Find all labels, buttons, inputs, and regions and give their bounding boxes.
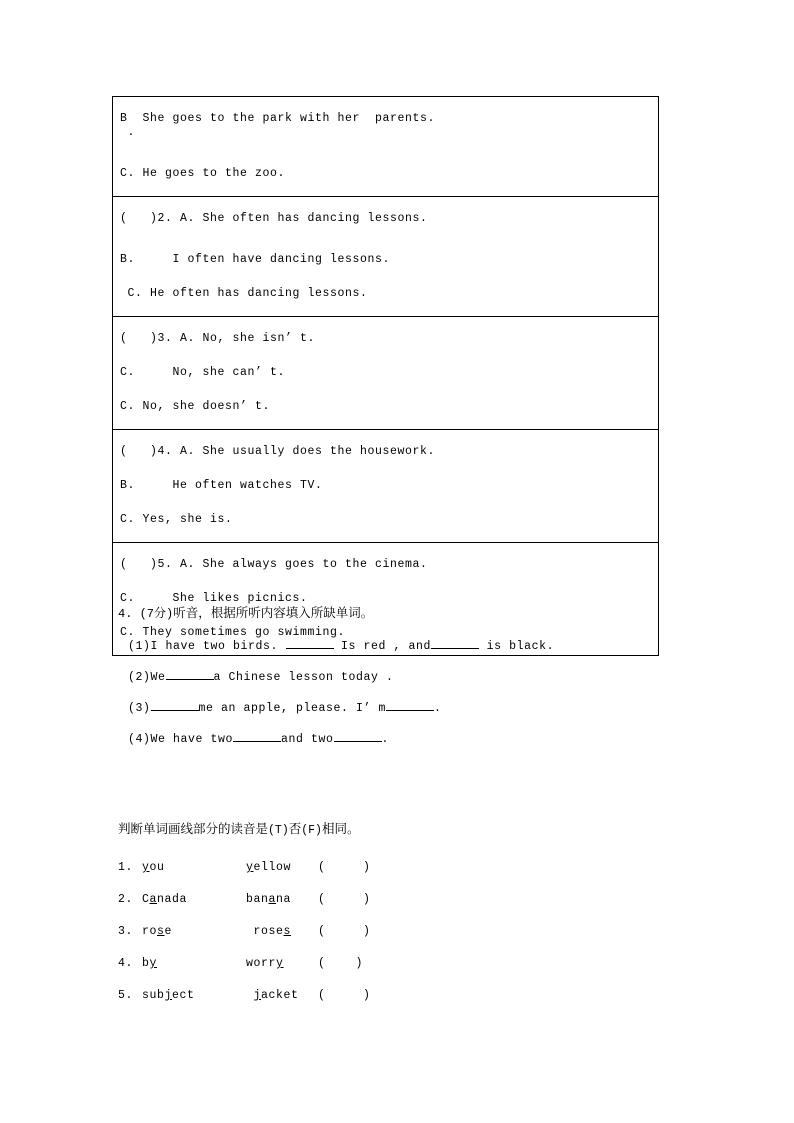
section-4-heading bbox=[118, 604, 678, 623]
answer-blank[interactable] bbox=[233, 741, 281, 742]
underlined-letters: y bbox=[276, 957, 284, 970]
word-one bbox=[142, 989, 246, 1003]
item-label: (3) bbox=[128, 702, 151, 715]
underlined-letters: y bbox=[246, 861, 254, 874]
word-prefix: ro bbox=[142, 925, 158, 938]
word-prefix: b bbox=[142, 957, 150, 970]
table-row bbox=[113, 97, 658, 197]
true-marker: (T) bbox=[268, 824, 289, 837]
pronunciation-section bbox=[118, 820, 678, 1003]
answer-blank[interactable] bbox=[386, 710, 434, 711]
pronunciation-row bbox=[118, 989, 678, 1003]
option-line: ( )2. A. She often has dancing lessons. bbox=[120, 212, 428, 225]
answer-blank[interactable] bbox=[286, 648, 334, 649]
word-two bbox=[246, 925, 318, 939]
section-4 bbox=[118, 604, 678, 747]
table-row bbox=[113, 317, 658, 430]
word-suffix: na bbox=[276, 893, 292, 906]
section-4-instruction: 听音，根据所听内容填入所缺单词。 bbox=[173, 605, 374, 620]
option-line: B. I often have dancing lessons. bbox=[120, 253, 391, 266]
word-prefix: C bbox=[142, 893, 150, 906]
item-text: I have two birds. bbox=[150, 640, 286, 653]
item-text: Is red , and bbox=[333, 640, 432, 653]
option-line: ( )3. A. No, she isn’ t. bbox=[120, 332, 316, 345]
table-row bbox=[113, 430, 658, 543]
option-line: C. No, she can’ t. bbox=[120, 366, 286, 379]
word-two bbox=[246, 893, 318, 907]
word-suffix: ect bbox=[172, 989, 195, 1002]
word-suffix: ou bbox=[149, 861, 165, 874]
row-number: 1. bbox=[118, 861, 134, 874]
row-number: 3. bbox=[118, 925, 134, 938]
underlined-letters: y bbox=[149, 957, 158, 970]
answer-blank[interactable] bbox=[166, 679, 214, 680]
option-line: C. He goes to the zoo. bbox=[120, 167, 286, 180]
option-line: ( )4. A. She usually does the housework. bbox=[120, 445, 436, 458]
underlined-letters: a bbox=[149, 893, 158, 906]
pronunciation-row bbox=[118, 893, 678, 907]
fill-item-2 bbox=[128, 671, 678, 685]
false-marker: (F) bbox=[301, 824, 322, 837]
underlined-letters: a bbox=[268, 893, 277, 906]
row-number: 2. bbox=[118, 893, 134, 906]
pronunciation-heading bbox=[118, 820, 678, 840]
pronunciation-row bbox=[118, 861, 678, 875]
item-text: me an apple, please. I’ m bbox=[198, 702, 387, 715]
item-text: and two bbox=[281, 733, 334, 746]
word-prefix: worr bbox=[246, 957, 277, 970]
section-4-number: 4. bbox=[118, 607, 133, 621]
word-two bbox=[246, 861, 318, 875]
word-suffix: e bbox=[164, 925, 173, 938]
word-two bbox=[246, 957, 318, 971]
option-line: C. No, she doesn’ t. bbox=[120, 400, 271, 413]
option-line: C. They sometimes go swimming. bbox=[120, 626, 346, 639]
answer-parenthesis[interactable]: ( ) bbox=[318, 893, 371, 906]
answer-parenthesis[interactable]: ( ) bbox=[318, 989, 371, 1002]
word-one bbox=[142, 893, 246, 907]
item-text: We have two bbox=[150, 733, 234, 746]
item-text: We bbox=[150, 671, 166, 684]
option-line: ( )5. A. She always goes to the cinema. bbox=[120, 558, 428, 571]
option-line: C. She likes picnics. bbox=[120, 592, 308, 605]
item-label: (2) bbox=[128, 671, 151, 684]
word-one bbox=[142, 925, 246, 939]
option-line: C. Yes, she is. bbox=[120, 513, 233, 526]
answer-parenthesis[interactable]: ( ) bbox=[318, 861, 371, 874]
row-number: 5. bbox=[118, 989, 134, 1002]
underlined-letters: s bbox=[283, 925, 292, 938]
underlined-letters: y bbox=[142, 861, 150, 874]
answer-parenthesis[interactable]: ( ) bbox=[318, 957, 364, 970]
option-line: B She goes to the park with her parents. bbox=[120, 112, 436, 125]
option-line: B. He often watches TV. bbox=[120, 479, 323, 492]
pronunciation-row bbox=[118, 957, 678, 971]
item-text: . bbox=[381, 733, 390, 746]
word-one bbox=[142, 957, 246, 971]
word-prefix bbox=[246, 989, 254, 1002]
option-line: . bbox=[120, 126, 136, 139]
pronunciation-row bbox=[118, 925, 678, 939]
underlined-letters: s bbox=[157, 925, 165, 938]
section-4-score: (7分) bbox=[139, 607, 174, 621]
word-suffix: nada bbox=[157, 893, 188, 906]
answer-blank[interactable] bbox=[431, 648, 479, 649]
underlined-letters: j bbox=[253, 989, 262, 1002]
heading-part: 否 bbox=[288, 821, 302, 836]
underlined-letters: j bbox=[164, 989, 173, 1002]
heading-part: 相同。 bbox=[321, 821, 360, 836]
fill-item-3 bbox=[128, 702, 678, 716]
fill-item-1 bbox=[128, 640, 678, 654]
word-one bbox=[142, 861, 246, 875]
item-text: . bbox=[434, 702, 442, 715]
answer-blank[interactable] bbox=[151, 710, 199, 711]
table-row bbox=[113, 197, 658, 317]
word-suffix: acket bbox=[261, 989, 299, 1002]
answer-parenthesis[interactable]: ( ) bbox=[318, 925, 371, 938]
word-suffix: ellow bbox=[253, 861, 292, 874]
listening-choice-table bbox=[112, 96, 659, 656]
fill-item-4 bbox=[128, 733, 678, 747]
row-number: 4. bbox=[118, 957, 134, 970]
item-text: is black. bbox=[479, 640, 555, 653]
word-prefix: ban bbox=[246, 893, 269, 906]
word-two bbox=[246, 989, 318, 1003]
word-prefix: sub bbox=[142, 989, 165, 1002]
heading-part: 判断单词画线部分的读音是 bbox=[118, 821, 269, 836]
answer-blank[interactable] bbox=[334, 741, 382, 742]
item-label: (1) bbox=[128, 640, 151, 653]
item-text: a Chinese lesson today . bbox=[213, 671, 394, 684]
item-label: (4) bbox=[128, 733, 151, 746]
word-prefix: rose bbox=[246, 925, 284, 938]
option-line: C. He often has dancing lessons. bbox=[120, 287, 368, 300]
